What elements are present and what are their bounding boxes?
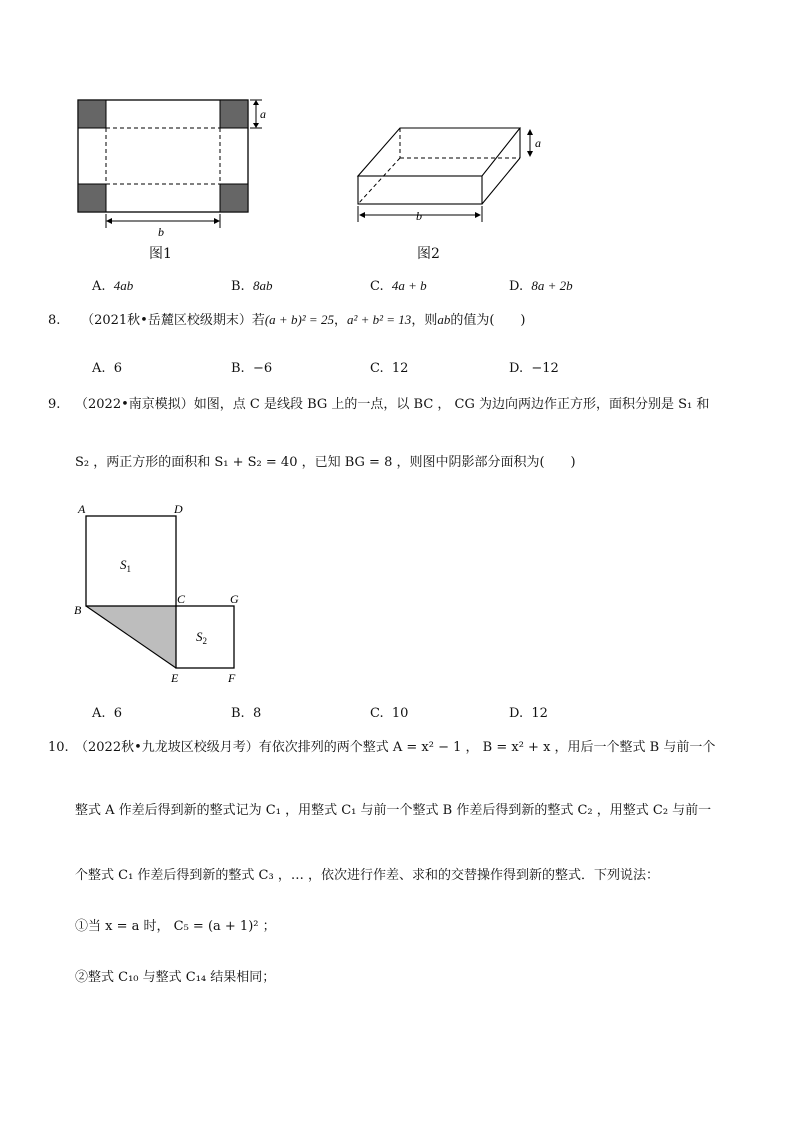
figure-2 — [350, 118, 550, 230]
fig1-label-a: a — [260, 107, 266, 121]
q8-stem: 8. （2021秋•岳麓区校级期末）若(a + b)² = 25，a² + b² = 13，则ab的值为( ) — [48, 312, 526, 328]
q9-label-f: F — [228, 671, 236, 685]
q9-option-d: D. 12 — [509, 706, 548, 721]
q8-option-c: C. 12 — [370, 361, 409, 376]
q9-label-d: D — [174, 502, 183, 516]
q9-line2: S₂ ，两正方形的面积和 S₁ + S₂ = 40 ，已知 BG = 8 ，则图中阴影部分面积为( ) — [75, 455, 576, 470]
fig1-caption: 图1 — [149, 246, 172, 262]
q9-option-b: B. 8 — [231, 706, 262, 721]
q9-label-s1: $S_1$ — [120, 557, 131, 574]
figure-q9 — [70, 498, 260, 688]
q10-item2: ②整式 C₁₀ 与整式 C₁₄ 结果相同； — [75, 970, 276, 985]
q9-label-b: B — [74, 603, 82, 617]
q8-option-a: A. 6 — [92, 361, 123, 376]
fig2-caption: 图2 — [417, 246, 440, 262]
q9-line1: （2022•南京模拟）如图，点 C 是线段 BG 上的一点，以 BC ， CG 为边向两边作正方形，面积分别是 S₁ 和 — [75, 397, 710, 412]
q9-label-a: A — [78, 502, 86, 516]
q9-label-g: G — [230, 592, 239, 606]
q10-line1: （2022秋•九龙坡区校级月考）有依次排列的两个整式 A = x² − 1 ， B = x² + x ，用后一个整式 B 与前一个 — [75, 740, 716, 755]
q8-option-b: B. −6 — [231, 361, 273, 376]
fig2-label-b: b — [416, 209, 422, 223]
q9-label-c: C — [177, 592, 186, 606]
q10-number: 10. — [48, 740, 69, 755]
q9-label-s2: $S_2$ — [196, 629, 207, 646]
q9-label-e: E — [171, 671, 179, 685]
q7-option-a: A. 4ab — [92, 278, 134, 294]
q7-option-b: B. 8ab — [231, 278, 273, 294]
q8-option-d: D. −12 — [509, 361, 559, 376]
q9-option-a: A. 6 — [92, 706, 123, 721]
fig1-label-b: b — [158, 225, 164, 238]
q9-number: 9. — [48, 397, 61, 412]
q10-line2: 整式 A 作差后得到新的整式记为 C₁ ，用整式 C₁ 与前一个整式 B 作差后得到新的整式 C₂ ，用整式 C₂ 与前一 — [75, 803, 712, 818]
q9-option-c: C. 10 — [370, 706, 409, 721]
figure-1 — [60, 88, 280, 238]
q10-line3: 个整式 C₁ 作差后得到新的整式 C₃ ，… ，依次进行作差、求和的交替操作得到新的整式．下列说法： — [75, 868, 659, 883]
q10-item1: ①当 x = a 时， C₅ = (a + 1)² ； — [75, 919, 276, 934]
fig2-label-a: a — [535, 136, 541, 150]
q7-option-d: D. 8a + 2b — [509, 278, 573, 294]
q7-option-c: C. 4a + b — [370, 278, 427, 294]
